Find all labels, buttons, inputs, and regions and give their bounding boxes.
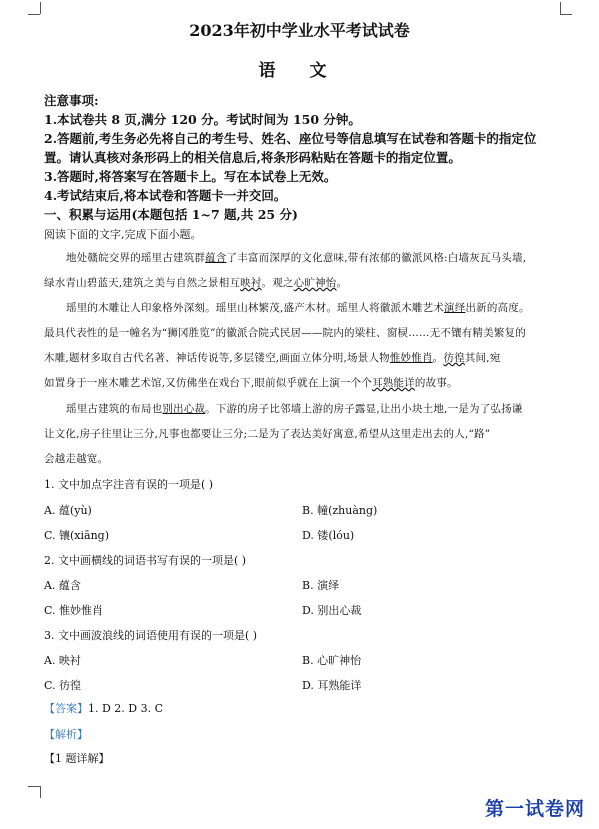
site-watermark: 第一试卷网 bbox=[484, 798, 585, 820]
crop-mark-bottom-left bbox=[40, 786, 41, 798]
passage-line: 瑶里的木雕让人印象格外深刻。瑶里山林繁茂,盛产木材。瑶里人将徽派木雕艺术演绎出新的高度。 bbox=[66, 302, 530, 314]
analysis-detail-heading: 【1 题详解】 bbox=[44, 752, 110, 765]
answer-text: 1. D 2. D 3. C bbox=[88, 702, 164, 715]
passage-line: 最具代表性的是一幢名为“狮冈胜览”的徽派合院式民居——院内的梁柱、窗棂……无不镶有精美繁复的 bbox=[44, 327, 526, 339]
question-stem: 2. 文中画横线的词语书写有误的一项是( ) bbox=[44, 554, 247, 567]
passage-line: 地处赣皖交界的瑶里古建筑群蕴含了丰富而深厚的文化意味,带有浓郁的徽派风格:白墙灰瓦马头墙, bbox=[66, 252, 527, 264]
note-item: 3.答题时,将答案写在答题卡上。写在本试卷上无效。 bbox=[44, 169, 337, 184]
option-d: D. 镂(lóu) bbox=[302, 529, 355, 542]
note-item: 置。请认真核对条形码上的相关信息后,将条形码粘贴在答题卡的指定位置。 bbox=[44, 150, 461, 165]
section-title: 一、积累与运用(本题包括 1~7 题,共 25 分) bbox=[44, 207, 298, 222]
passage-line: 绿水青山碧蓝天,建筑之美与自然之景相互映衬。观之心旷神怡。 bbox=[44, 277, 348, 289]
note-item: 4.考试结束后,将本试卷和答题卡一并交回。 bbox=[44, 188, 287, 203]
option-b: B. 心旷神怡 bbox=[302, 654, 362, 667]
option-a: A. 映衬 bbox=[44, 654, 81, 667]
option-c: C. 镶(xiāng) bbox=[44, 529, 110, 542]
crop-mark-top-left bbox=[28, 14, 40, 15]
analysis-tag: 【解析】 bbox=[44, 728, 88, 741]
option-c: C. 惟妙惟肖 bbox=[44, 604, 104, 617]
passage-line: 瑶里古建筑的布局也别出心裁。下游的房子比邻墙上游的房子露显,让出小块土地,一是为了弘扬谦 bbox=[66, 403, 523, 415]
subject-title: 语 文 bbox=[258, 61, 341, 81]
option-b: B. 演绎 bbox=[302, 579, 340, 592]
exam-title: 2023年初中学业水平考试试卷 bbox=[189, 21, 410, 40]
section-intro: 阅读下面的文字,完成下面小题。 bbox=[44, 228, 202, 241]
option-a: A. 蕴(yù) bbox=[44, 504, 92, 517]
note-item: 2.答题前,考生务必先将自己的考生号、姓名、座位号等信息填写在试卷和答题卡的指定位 bbox=[44, 131, 537, 146]
question-stem: 1. 文中加点字注音有误的一项是( ) bbox=[44, 478, 214, 491]
option-c: C. 彷徨 bbox=[44, 679, 82, 692]
note-item: 1.本试卷共 8 页,满分 120 分。考试时间为 150 分钟。 bbox=[44, 112, 361, 127]
passage-line: 让文化,房子往里让三分,凡事也都要让三分;二是为了表达美好寓意,希望从这里走出去的人,“路” bbox=[44, 428, 491, 440]
option-d: D. 耳熟能详 bbox=[302, 679, 362, 692]
crop-mark-top-right bbox=[560, 2, 561, 14]
option-d: D. 别出心裁 bbox=[302, 604, 362, 617]
option-b: B. 幢(zhuàng) bbox=[302, 504, 378, 517]
notes-heading: 注意事项: bbox=[44, 93, 99, 108]
crop-mark-top-left bbox=[40, 2, 41, 14]
crop-mark-bottom-left bbox=[28, 786, 40, 787]
answer-tag: 【答案】 bbox=[44, 702, 88, 715]
passage-line: 如置身于一座木雕艺术馆,又仿佛坐在戏台下,眼前似乎就在上演一个个耳熟能详的故事。 bbox=[44, 377, 458, 389]
option-a: A. 蕴含 bbox=[44, 579, 81, 592]
passage-line: 会越走越宽。 bbox=[44, 453, 109, 465]
crop-mark-top-right bbox=[560, 14, 572, 15]
answer-line bbox=[44, 700, 163, 716]
passage-line: 木雕,题材多取自古代名著、神话传说等,多层镂空,画面立体分明,场景人物惟妙惟肖。彷徨其间,宛 bbox=[44, 352, 501, 364]
question-stem: 3. 文中画波浪线的词语使用有误的一项是( ) bbox=[44, 629, 258, 642]
